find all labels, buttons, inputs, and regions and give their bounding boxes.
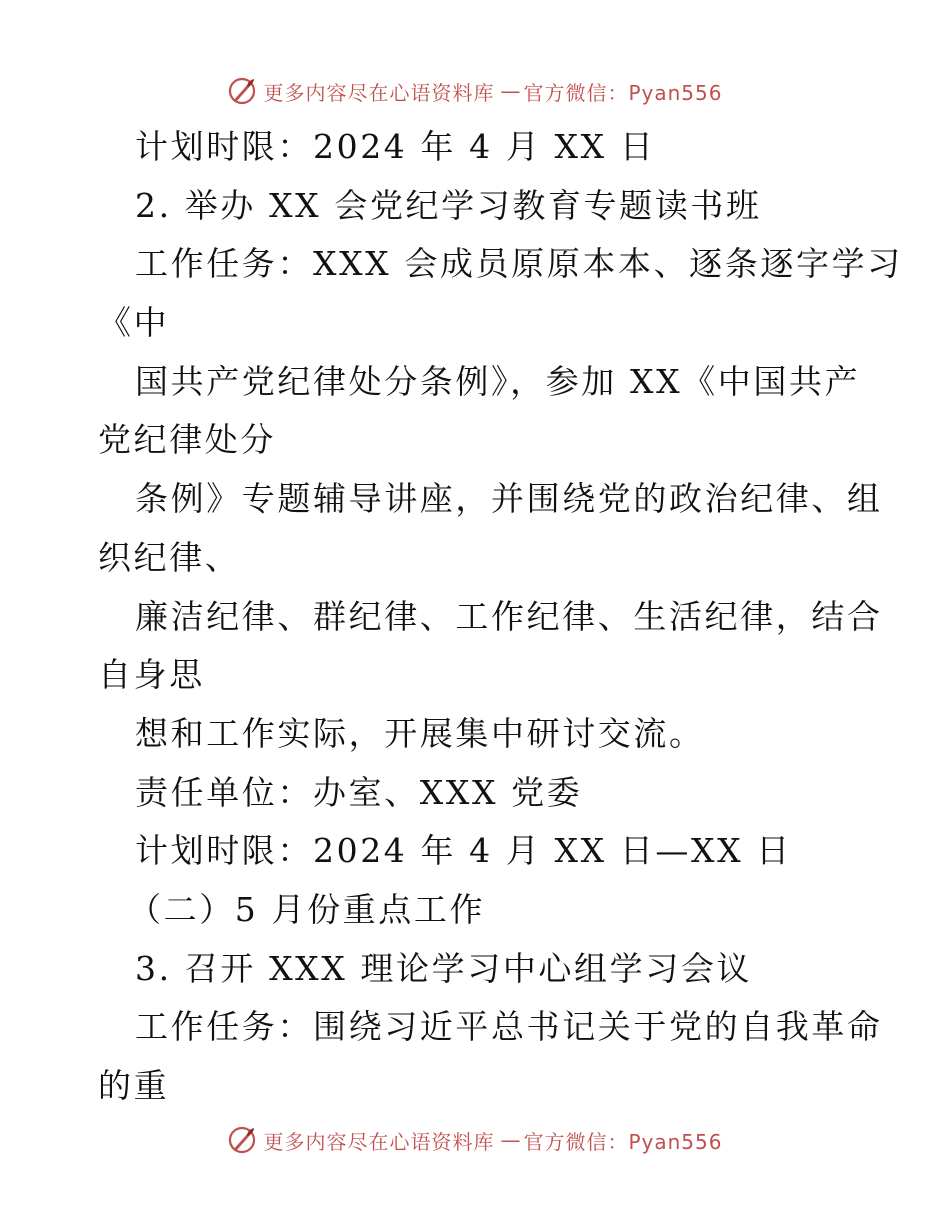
text-line: 的重 — [98, 1066, 170, 1105]
watermark-wechat: 官方微信：Pyan556 — [523, 80, 723, 105]
text-line: 自身思 — [98, 655, 205, 695]
text-line: 3. 召开 XXX 理论学习中心组学习会议 — [135, 948, 753, 988]
quill-logo-icon — [227, 76, 257, 106]
watermark-text: 更多内容尽在心语资料库 — [263, 80, 495, 105]
document-body — [0, 118, 950, 1116]
text-line: 计划时限：2024 年 4 月 XX 日 — [135, 127, 656, 166]
quill-logo-icon — [227, 1125, 257, 1155]
text-line: 工作任务：围绕习近平总书记关于党的自我革命 — [135, 1007, 883, 1047]
watermark-text: 更多内容尽在心语资料库 — [263, 1129, 495, 1154]
watermark-header — [0, 71, 950, 111]
text-line: 织纪律、 — [98, 537, 241, 577]
watermark-separator: — — [500, 1128, 522, 1152]
text-line: 责任单位：办室、XXX 党委 — [135, 772, 583, 812]
text-line: 党纪律处分 — [98, 420, 276, 460]
watermark-footer — [0, 1120, 950, 1160]
text-line: 《中 — [98, 303, 170, 343]
text-line: 廉洁纪律、群纪律、工作纪律、生活纪律，结合 — [135, 596, 883, 636]
text-line: 国共产党纪律处分条例》，参加 XX《中国共产 — [135, 361, 861, 401]
text-line: 工作任务：XXX 会成员原原本本、逐条逐字学习 — [135, 244, 903, 284]
watermark-wechat: 官方微信：Pyan556 — [523, 1129, 723, 1154]
text-line: 条例》专题辅导讲座，并围绕党的政治纪律、组 — [135, 479, 883, 519]
section-heading: （二）5 月份重点工作 — [128, 889, 486, 929]
watermark-separator: — — [500, 79, 522, 103]
text-line: 计划时限：2024 年 4 月 XX 日—XX 日 — [135, 831, 792, 871]
text-line: 想和工作实际，开展集中研讨交流。 — [135, 713, 705, 753]
text-line: 2. 举办 XX 会党纪学习教育专题读书班 — [135, 185, 762, 225]
